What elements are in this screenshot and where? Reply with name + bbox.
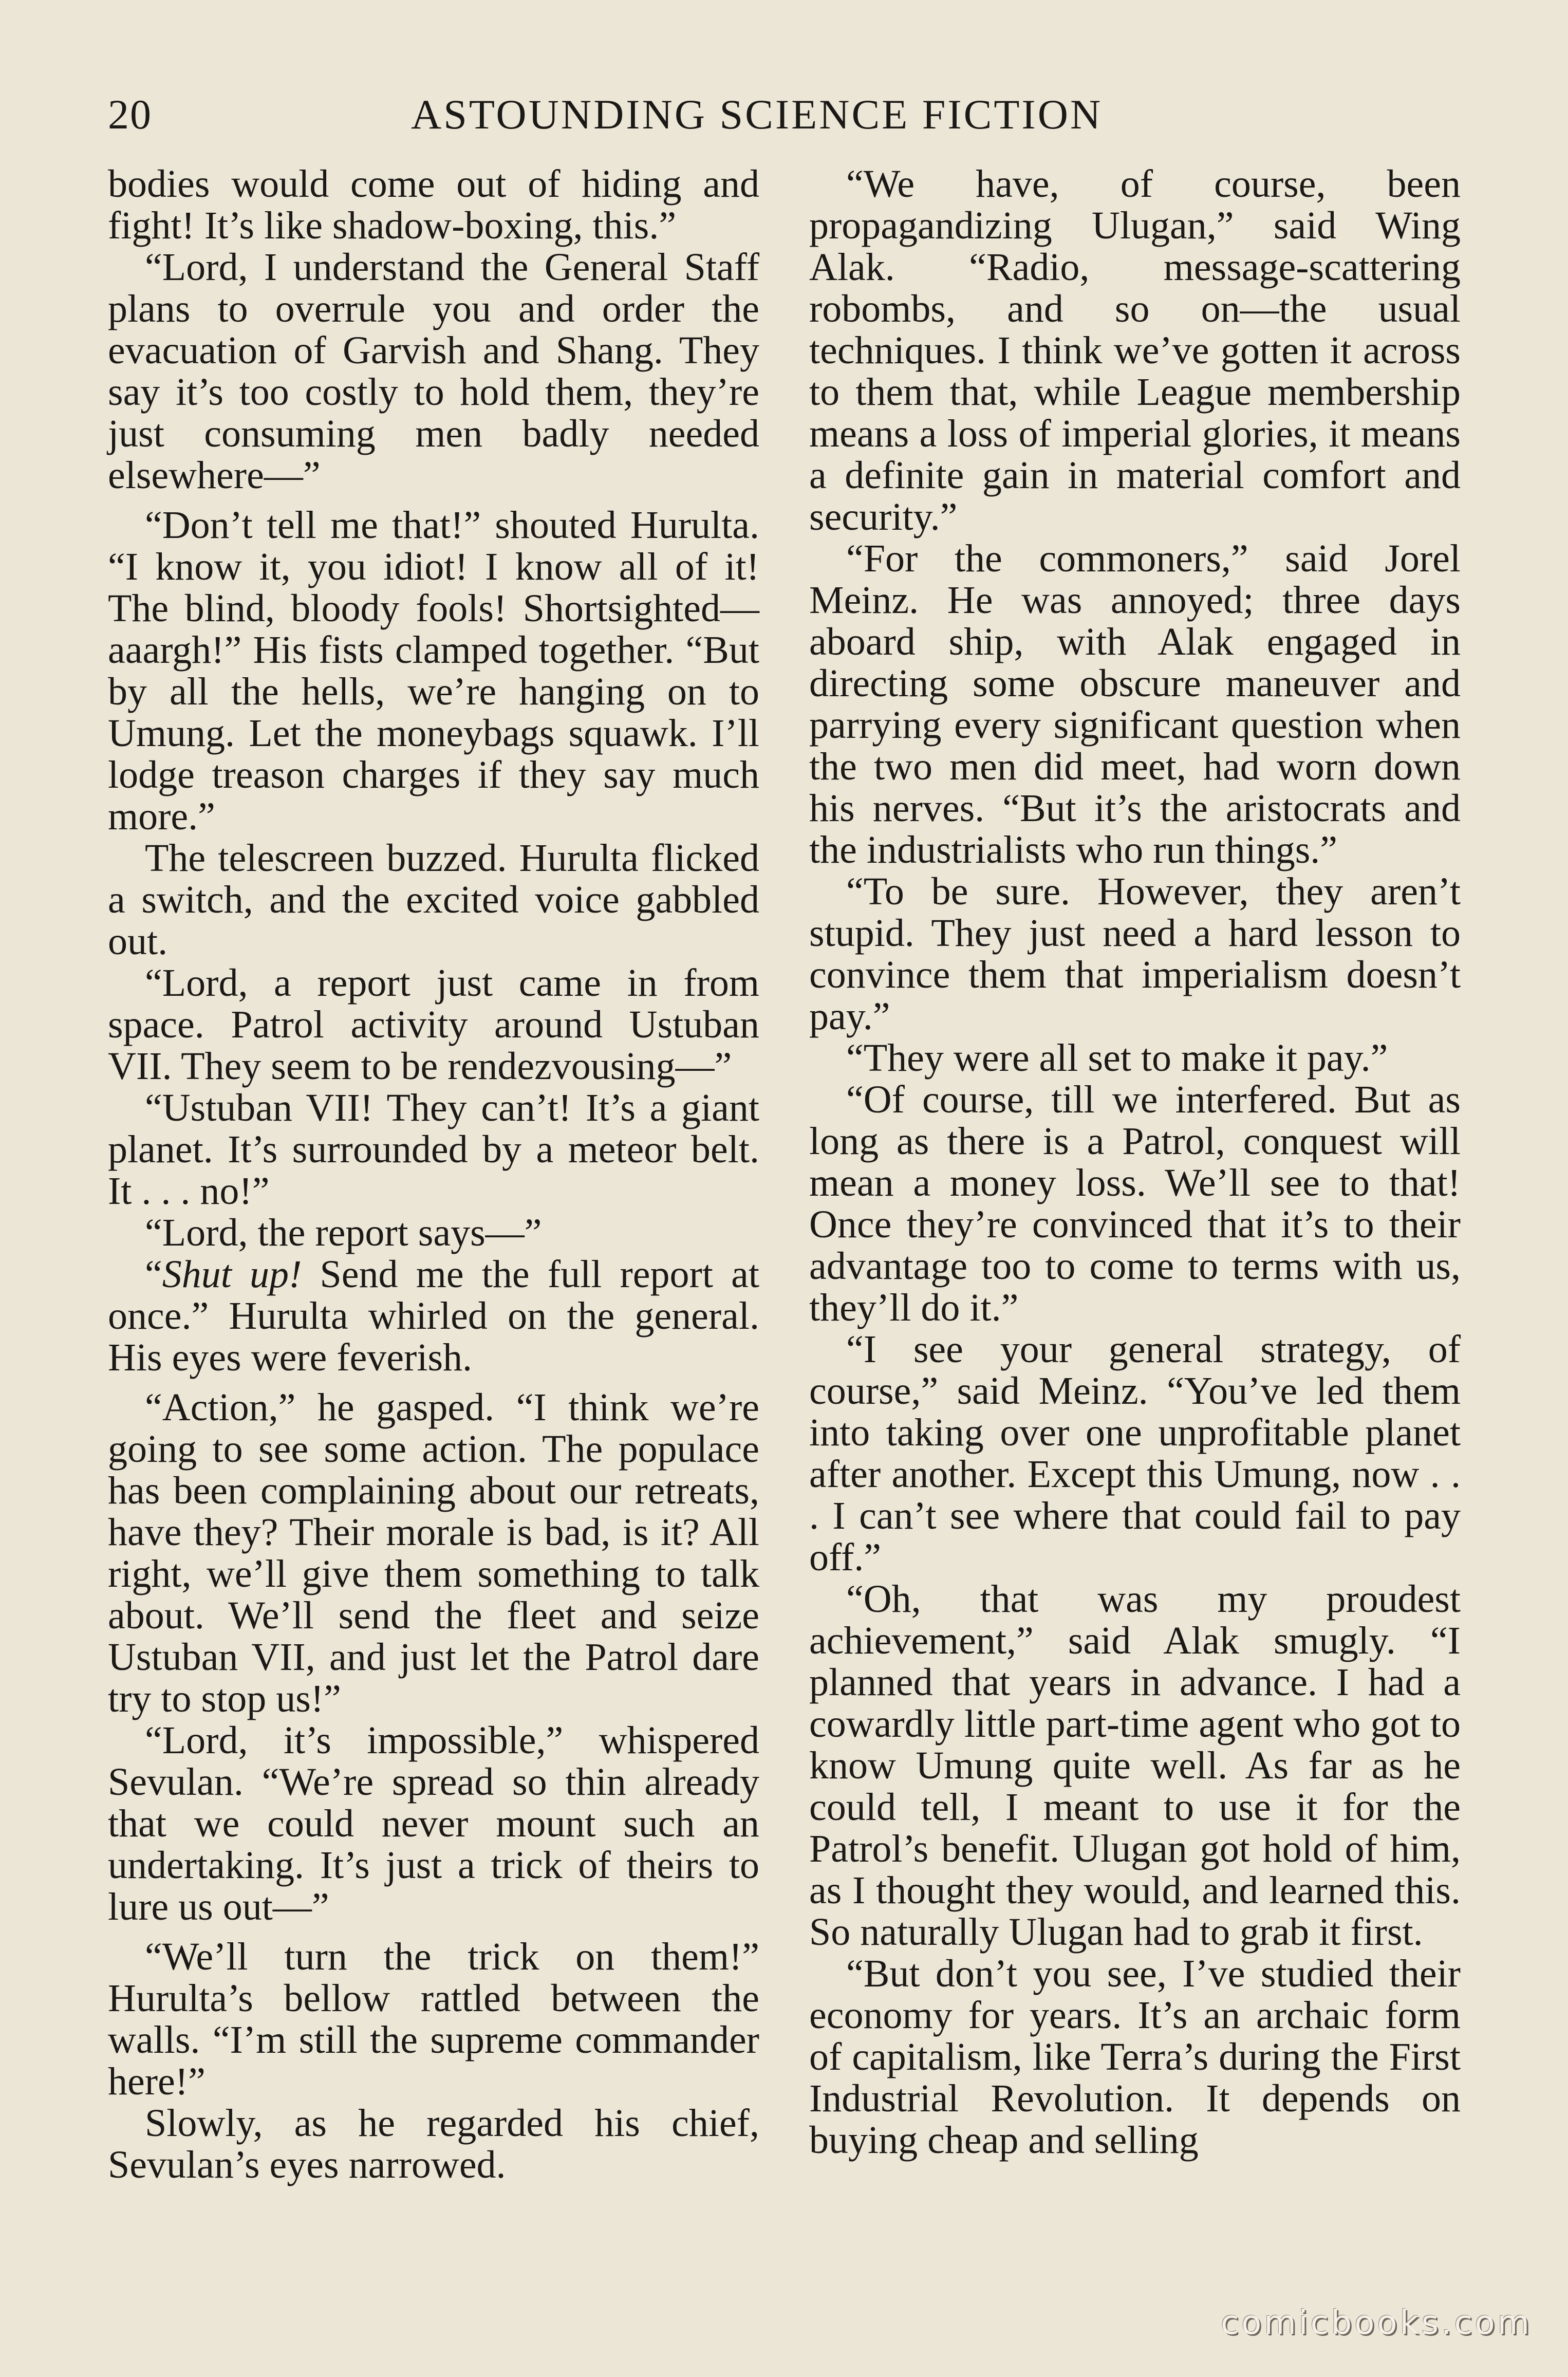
italic-phrase: Shut up! [162, 1253, 302, 1296]
page-number: 20 [108, 91, 152, 138]
watermark: comicbooks.com [1220, 2304, 1532, 2342]
paragraph: “We have, of course, been propagandizing Ulugan,” said Wing Alak. “Radio, message-scattering robombs, and so on—the usual techniques. I think we’ve gotten it across to them that, while League membership means a loss of imperial glories, it means a definite gain in material comfort and security.” [809, 162, 1461, 538]
paragraph: “Of course, till we interfered. But as long as there is a Patrol, conquest will mean a money loss. We’ll see to that! Once they’re convinced that it’s to their advantage too to come to terms with us, they’ll do it.” [809, 1078, 1461, 1329]
paragraph: “Lord, a report just came in from space. Patrol activity around Ustuban VII. They seem to be rendezvousing—” [108, 961, 759, 1088]
paragraph: The telescreen buzzed. Hurulta flicked a switch, and the excited voice gabbled out. [108, 837, 759, 963]
paragraph: bodies would come out of hiding and fight! It’s like shadow-boxing, this.” [108, 162, 759, 247]
paragraph: “For the commoners,” said Jorel Meinz. He was annoyed; three days aboard ship, with Alak engaged in directing some obscure maneuver and parrying every significant question when the two men did meet, had worn down his nerves. “But it’s the aristocrats and the industrialists who run things.” [809, 537, 1461, 871]
paragraph: “Lord, the report says—” [145, 1211, 542, 1254]
paragraph: “We’ll turn the trick on them!” Hurulta’s bellow rattled between the walls. “I’m still the supreme commander here!” [108, 1935, 759, 2103]
paragraph: “Ustuban VII! They can’t! It’s a giant planet. It’s surrounded by a meteor belt. It . . . no!” [108, 1086, 759, 1213]
paragraph: Slowly, as he regarded his chief, Sevulan’s eyes narrowed. [108, 2102, 759, 2186]
paragraph-rest: Send me the full report at once.” Hurulta whirled on the general. His eyes were feverish. [108, 1253, 759, 1379]
right-column [809, 163, 1461, 2161]
paragraph: “To be sure. However, they aren’t stupid. They just need a hard lesson to convince them that imperialism doesn’t pay.” [809, 870, 1461, 1038]
paragraph: “Lord, it’s impossible,” whispered Sevulan. “We’re spread so thin already that we could never mount such an undertaking. It’s just a trick of theirs to lure us out—” [108, 1719, 759, 1928]
paragraph: “Don’t tell me that!” shouted Hurulta. “I know it, you idiot! I know all of it! The blind, bloody fools! Shortsighted—aaargh!” His fists clamped together. “But by all the hells, we’re hanging on to Umung. Let the moneybags squawk. I’ll lodge treason charges if they say much more.” [108, 504, 759, 838]
paragraph: “They were all set to make it pay.” [846, 1036, 1388, 1080]
page-header [108, 86, 1464, 143]
paragraph: “Lord, I understand the General Staff plans to overrule you and order the evacuation of Garvish and Shang. They say it’s too costly to hold them, they’re just consuming men badly needed elsewhere—” [108, 246, 759, 497]
paragraph-with-italic [108, 1254, 759, 1379]
opening-quote: “ [145, 1253, 162, 1296]
paragraph: “I see your general strategy, of course,” said Meinz. “You’ve led them into taking over one unprofitable planet after another. Except this Umung, now . . . I can’t see where that could fail to pay off.” [809, 1328, 1461, 1579]
paragraph: “Oh, that was my proudest achievement,” said Alak smugly. “I planned that years in advance. I had a cowardly little part-time agent who got to know Umung quite well. As far as he could tell, I meant to use it for the Patrol’s benefit. Ulugan got hold of him, as I thought they would, and learned this. So naturally Ulugan had to grab it first. [809, 1577, 1461, 1954]
running-title: ASTOUNDING SCIENCE FICTION [411, 91, 1103, 138]
paragraph: “Action,” he gasped. “I think we’re going to see some action. The populace has been complaining about our retreats, have they? Their morale is bad, is it? All right, we’ll give them something to talk about. We’ll send the fleet and seize Ustuban VII, and just let the Patrol dare try to stop us!” [108, 1386, 759, 1720]
left-column [108, 163, 759, 2186]
paragraph: “But don’t you see, I’ve studied their economy for years. It’s an archaic form of capitalism, like Terra’s during the First Industrial Revolution. It depends on buying cheap and selling [809, 1952, 1461, 2162]
